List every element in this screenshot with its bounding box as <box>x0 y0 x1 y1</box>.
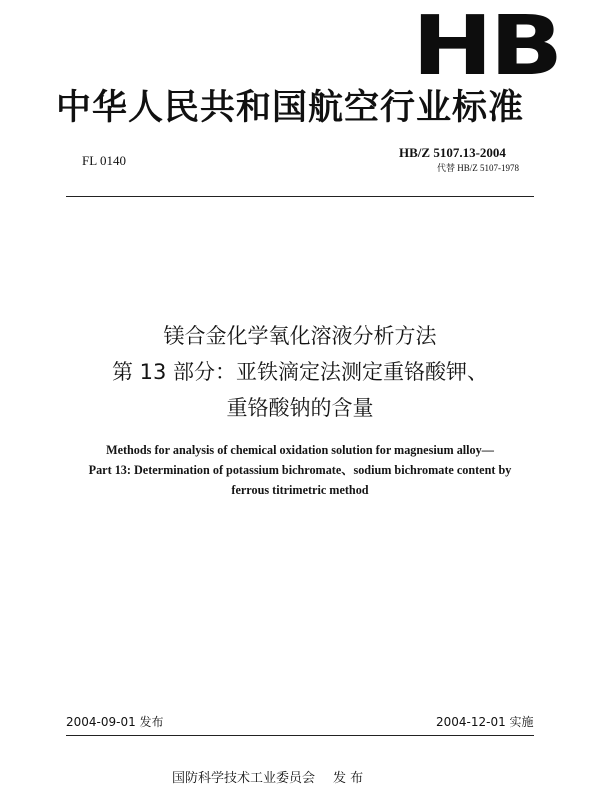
english-title-line-1: Methods for analysis of chemical oxidation solution for magnesium alloy— <box>106 443 494 457</box>
hb-logo: HB <box>412 0 560 94</box>
footer-divider <box>66 735 534 736</box>
english-title-line-3: ferrous titrimetric method <box>231 483 369 497</box>
chinese-title-line-2: 第 13 部分：亚铁滴定法测定重铬酸钾、 <box>111 360 489 384</box>
standard-number: HB/Z 5107.13-2004 <box>399 145 506 160</box>
chinese-title-line-3: 重铬酸钠的含量 <box>226 396 374 420</box>
replaces-note: 代替 HB/Z 5107-1978 <box>437 163 519 173</box>
publisher-line <box>172 767 381 786</box>
ics-code: FL 0140 <box>82 153 126 168</box>
standard-category-title: 中华人民共和国航空行业标准 <box>56 88 525 128</box>
header-divider <box>66 196 534 197</box>
chinese-title-line-1: 镁合金化学氧化溶液分析方法 <box>163 324 437 348</box>
publisher-name: 国防科学技术工业委员会 <box>172 771 316 786</box>
implementation-date: 2004-12-01 实施 <box>436 715 534 729</box>
chinese-title <box>40 318 560 426</box>
publisher-action: 发 布 <box>333 771 364 786</box>
english-title <box>44 440 556 500</box>
issue-date: 2004-09-01 发布 <box>66 715 164 729</box>
english-title-line-2: Part 13: Determination of potassium bichromate、sodium bichromate content by <box>88 463 512 477</box>
